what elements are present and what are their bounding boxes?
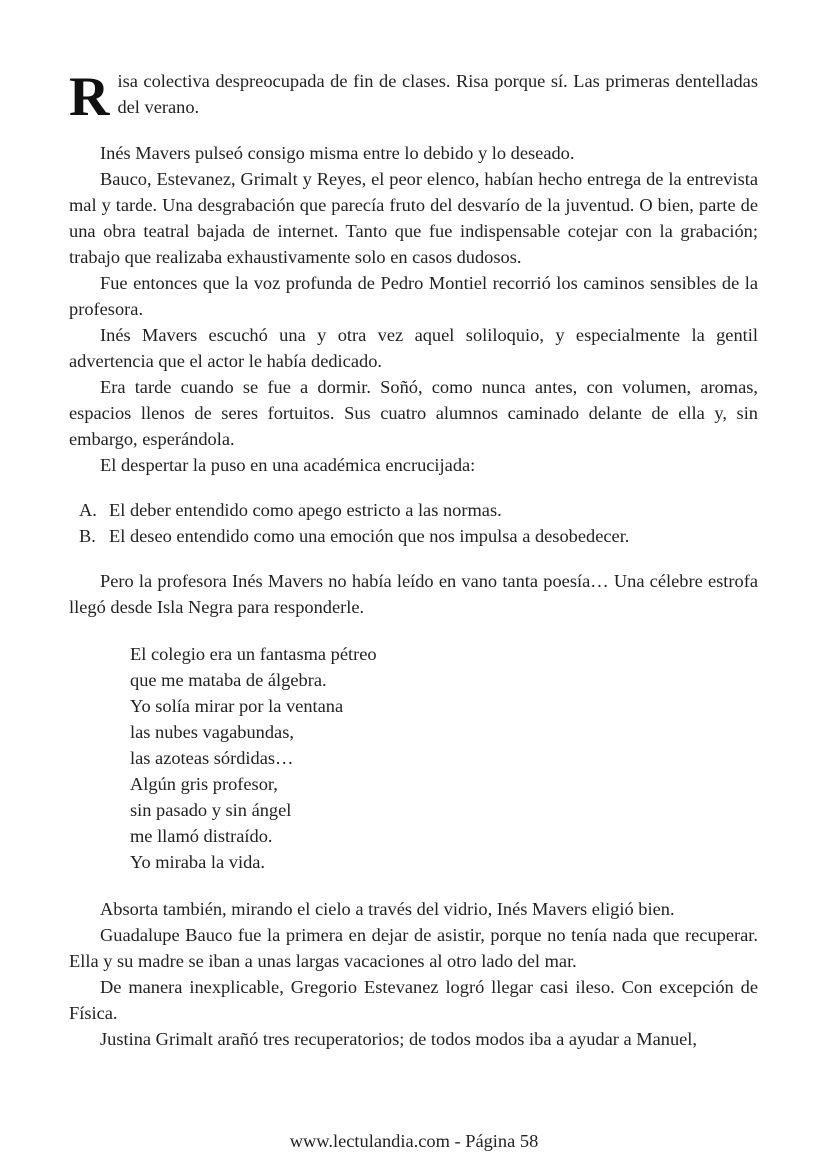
list-marker: A. — [79, 500, 97, 520]
poem-line: me llamó distraído. — [130, 826, 273, 846]
list-marker: B. — [79, 526, 96, 546]
poem — [130, 641, 758, 875]
poem-line: que me mataba de álgebra. — [130, 670, 327, 690]
paragraph: El despertar la puso en una académica encrucijada: — [100, 455, 476, 475]
drop-cap: R — [69, 66, 110, 128]
paragraph: Bauco, Estevanez, Grimalt y Reyes, el peor elenco, habían hecho entrega de la entrevista mal y tarde. Una desgrabación que parecía fruto del desvarío de la juventud. O bien, parte de una obra teatral bajada de internet. Tanto que fue indispensable cotejar con la grabación; trabajo que realizaba exhaustivamente solo en casos dudosos. — [69, 169, 758, 267]
opening-paragraph — [69, 66, 758, 128]
page-footer: www.lectulandia.com - Página 58 — [289, 1131, 539, 1151]
paragraph: Guadalupe Bauco fue la primera en dejar de asistir, porque no tenía nada que recuperar. Ella y su madre se iban a unas largas vacaciones al otro lado del mar. — [69, 925, 758, 971]
poem-line: Yo miraba la vida. — [130, 852, 266, 872]
list-item — [69, 523, 758, 549]
paragraph: De manera inexplicable, Gregorio Estevanez logró llegar casi ileso. Con excepción de Física. — [69, 977, 758, 1023]
list-item-text: El deseo entendido como una emoción que nos impulsa a desobedecer. — [109, 526, 630, 546]
paragraph: Fue entonces que la voz profunda de Pedro Montiel recorrió los caminos sensibles de la profesora. — [69, 273, 758, 319]
paragraph: Inés Mavers escuchó una y otra vez aquel soliloquio, y especialmente la gentil advertencia que el actor le había dedicado. — [69, 325, 758, 371]
paragraph: Pero la profesora Inés Mavers no había leído en vano tanta poesía… Una célebre estrofa llegó desde Isla Negra para responderle. — [69, 571, 758, 617]
poem-line: las azoteas sórdidas… — [130, 748, 294, 768]
paragraph: Justina Grimalt arañó tres recuperatorios; de todos modos iba a ayudar a Manuel, — [100, 1029, 698, 1049]
paragraph: Inés Mavers pulseó consigo misma entre lo debido y lo deseado. — [100, 143, 575, 163]
poem-line: sin pasado y sin ángel — [130, 800, 292, 820]
paragraph: Era tarde cuando se fue a dormir. Soñó, como nunca antes, con volumen, aromas, espacios llenos de seres fortuitos. Sus cuatro alumnos caminado delante de ella y, sin embargo, esperándola. — [69, 377, 758, 449]
paragraph: Absorta también, mirando el cielo a través del vidrio, Inés Mavers eligió bien. — [100, 899, 675, 919]
opening-text: isa colectiva despreocupada de fin de clases. Risa porque sí. Las primeras dentelladas del verano. — [117, 71, 758, 117]
list-item-text: El deber entendido como apego estricto a las normas. — [109, 500, 502, 520]
poem-line: Yo solía mirar por la ventana — [130, 696, 344, 716]
options-list — [69, 497, 758, 549]
page-body — [69, 68, 758, 1052]
list-item — [69, 497, 758, 523]
poem-line: Algún gris profesor, — [130, 774, 278, 794]
poem-line: El colegio era un fantasma pétreo — [130, 644, 377, 664]
poem-line: las nubes vagabundas, — [130, 722, 294, 742]
